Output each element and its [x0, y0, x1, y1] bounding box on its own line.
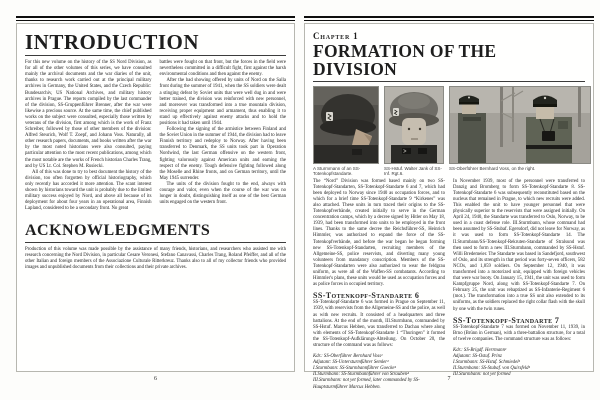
- chapter-paragraph: In November 1939, most of the personnel were transferred to Danzig and Bromberg to form SS-Totenkopf-Standarte 8. SS-Totenkopf-Standarte 6 was subsequently reconstituted based on the nucleus that remained in Prague, to which new recruits were added. This enabled the unit to have younger personnel that were physically superior to the reservists that were assigned initially. On April 24, 1940, the Standarte was transferred to Oslo, Norway, to be used in a coast defense role. III.Sturmbann, whose command had been assumed by SS-Stubaf. Egersdorf, did not leave for Norway, as it was used to form SS-Totenkopf-Standarte 14. The II.Sturmbann/SS-Totenkopf-Rekruten-Standarte of Stralsund was then used to form a new III.Sturmbann, commanded by SS-Hstuf. Willi Bredemeier. The Standarte was based in Sandefjord, southwest of Oslo, and its strength in that period was forty-seven officers, 582 NCOs, and 1,859 soldiers. On September 12, 1940, it was transformed into a motorized unit, equipped with foreign vehicles that were war booty. On January 15, 1941, the unit was used to form Kampfgruppe Nord, along with SS-Totenkopf-Standarte 7. On February 25, the unit was rebaptized as SS-Infanterie-Regiment 6 (mot.). The transformation into a true SS unit also extended to its uniforms, as the soldiers replaced the right collar flash with the skull by one with the twin runes.: [453, 178, 585, 312]
- intro-column-1: [25, 60, 152, 212]
- intro-title: INTRODUCTION: [25, 30, 200, 54]
- top-rule: [304, 16, 594, 21]
- standarte7-roster: [453, 348, 585, 378]
- photo-jank-portrait-image: [385, 87, 443, 163]
- left-page-number: 6: [154, 376, 157, 382]
- intro-paragraph: Following the signing of the armistice between Finland and the Soviet Union in the summer of 1944, the division had to leave Finnish territory and redeploy to Norway. After having been transferred to Denmark, the SS units took part in Operation Nordwind, the last German offensive on the western front, fighting valorously against American units and earning the respect of the enemy. Tough defensive fighting followed along the Moselle and Rhine fronts, and on German territory, until the May 1945 surrender.: [159, 127, 286, 181]
- photo-sturmmann-helmet: [313, 86, 379, 164]
- chapter-column-1: [313, 179, 445, 391]
- photo-caption: SS-Oberführer Bernhard Voss, on the right.: [449, 165, 536, 171]
- left-page-body: [16, 23, 295, 372]
- acknowledgments-title: ACKNOWLEDGMENTS: [25, 222, 211, 240]
- roster-entry: III.Sturmbann: not yet formed, later commanded by SS-Hauptsturmführer Marcus Hebben.: [313, 378, 420, 390]
- chapter-paragraph: SS-Totenkopf-Standarte 7 was formed on November 11, 1939, in Brno (Brünn in German), with a three-battalion structure, for a total of twelve companies. The command structure was as follows:: [453, 324, 585, 342]
- photo-caption: A Sturmmann of an SS-Totenkopfstandarte.: [313, 165, 361, 177]
- standarte6-heading: SS-Totenkopf-Standarte 6: [313, 291, 420, 301]
- intro-paragraph: battles were fought on that front, but the forces in the field were nevertheless committed in a difficult fight, first against the harsh environmental conditions and then against the enemy.: [159, 60, 286, 78]
- intro-paragraph: All of this was done to try to best document the history of the division, too often forgotten by official historiography, which only recently has accorded it more attention. The scant interest shown by historians toward the unit is probably due to the limited military success enjoyed by Nord, and above all because of its deployment for about four years in an operational area, Finnish Lapland, considered to be a secondary front. No great: [25, 169, 152, 212]
- photo-caption: SS-Hstuf. Walter Jank of SS-Inf. Rgt.6.: [384, 165, 442, 177]
- photo-voss-field: [449, 86, 591, 164]
- photo-cell-voss: [449, 86, 591, 177]
- intro-paragraph: After the bad showing offered by units of Nord on the Salla front during the summer of 1941, when the SS soldiers were dealt a stinging defeat by Soviet units that were well dug in and were better trained, the division was reinforced with new personnel, and moreover was transformed into a true mountain division, receiving proper equipment and armament, thus enabling it to stand up effectively against enemy attacks and to hold the positions it had taken until 1944.: [159, 78, 286, 126]
- photo-cell-jank: [384, 86, 444, 177]
- photo-jank-portrait: [384, 86, 444, 164]
- intro-paragraph: The units of the division fought to the end, always with courage and valor, even when the course of the war was no longer in doubt, distinguishing itself as one of the best German units engaged on the western front.: [159, 181, 286, 206]
- standarte6-roster: [313, 354, 445, 391]
- chapter-label: Chapter 1: [313, 31, 359, 41]
- roster-entry: II.Sturmbann: SS-Sturmbannführer von Strauben⁴: [313, 372, 409, 378]
- roster-entry: Adjutant: SS-Untersturmführer Semler²: [313, 360, 389, 366]
- photo-sturmmann-helmet-image: [314, 87, 378, 163]
- acknowledgments-body: [25, 247, 286, 271]
- intro-title-rule: [25, 55, 286, 56]
- photo-strip: [313, 86, 585, 177]
- chapter-columns: [313, 179, 585, 391]
- acknowledgments-title-rule: [25, 242, 286, 243]
- photo-voss-field-image: [450, 87, 590, 163]
- roster-entry: III.Sturmbann: not yet formed: [453, 372, 511, 378]
- chapter-title: FORMATION OF THE DIVISION: [313, 41, 497, 80]
- roster-entry: II.Sturmbann: SS-Stubaf. von Quirsfeld³: [453, 366, 530, 372]
- intro-column-2: [160, 60, 287, 212]
- right-page-number: 7: [447, 376, 451, 382]
- roster-entry: I.Sturmbann: SS-Hstuf. Schmiedel²: [453, 360, 520, 366]
- chapter-paragraph: The “Nord” Division was formed based mainly on two SS-Totenkopf-Standarten, SS-Totenkopf-Standarte 6 and 7, which had been deployed to Norway since 1940 as occupation forces, and to which for a brief time SS-Totenkopf-Standarte 9 “Kirkenes” was also attached. These units in turn traced their origins to the SS-Totenkopfverbände, created initially to serve in the German concentration camps, which by a decree signed by Hitler on May 18, 1939, had been transformed into units to be employed in the front lines. Thanks to the same decree the Reichsführer-SS, Heinrich Himmler, was authorized to expand the force of the SS-Totenkopfverbände, and before the war began he began forming new SS-Totenkopf-Standarten, recruiting members of the Allgemeine-SS, police reservists, and diverting many young volunteers from mandatory conscription. Members of the SS-Totenkopf-Standarten were also authorized to wear the feldgrau uniform, as were all of the Waffen-SS combatants. According to Himmler's plans, these units would be used as occupation forces and as police forces in occupied territory.: [313, 178, 446, 288]
- photo-cell-sturmmann: [313, 86, 379, 177]
- standarte7-heading: SS-Totenkopf-Standarte 7: [453, 315, 560, 325]
- left-page: [16, 16, 295, 382]
- roster-entry: Kdr.: SS-Brigdf. Herrmann¹: [453, 348, 507, 353]
- intro-columns: [25, 60, 286, 212]
- roster-entry: I.Sturmbann: SS-Sturmbannführer Goecke³: [313, 366, 396, 372]
- right-page: [304, 16, 594, 390]
- acknowledgments-paragraph: Production of this volume was made possible by the assistance of many friends, historians, and researchers who assisted me with research concerning the Nord Division, in particular Cesare Veronesi, Stefano Canavassi, Charles Trang, Roland Pfeiffer, and all of the other Italian and foreign members of the Associazione Culturale Ritterkreuz. Thanks also to all of my collector friends who provided images and unpublished documents from their collections and their private archives.: [25, 247, 286, 271]
- roster-entry: Adjutant: SS-Ostuf. Prinz: [453, 354, 502, 360]
- chapter-column-2: [453, 179, 585, 391]
- right-page-body: [304, 23, 594, 390]
- roster-entry: Kdr.: SS-Oberführer Bernhard Voss¹: [313, 354, 383, 360]
- chapter-title-rule: [313, 81, 585, 82]
- chapter-paragraph: SS-Totenkopf-Standarte 6 was formed in Prague on September 11, 1939, with reservists from the Allgemeine-SS and the police, as well as with new recruits. It consisted of a headquarters and three battalions. At the end of the month, III.Sturmbann, commanded by SS-Hstuf. Marcus Hebben, was transferred to Dachau where along with elements of SS-Totenkopf-Standarte 1 “Thuringen” it formed the SS-Totenkopf-Aufklärungs-Abteilung. On October 20, the structure of the command was as follows:: [313, 300, 445, 348]
- top-rule: [16, 16, 295, 21]
- intro-paragraph: For this new volume on the history of the SS Nord Division, as for all of the other volumes of this series, we have consulted mainly the archival documents and the war diaries of the unit, thanks to research work carried out at the principal military archives in Germany, the United States, and the Czech Republic: Bundesarchiv, US National Archives, and military history archives in Prague. The reports compiled by the last commander of the division, SS-Gruppenführer Brenner, after the war were likewise a precious source. At the same time, the chief published works on the subject were consulted, especially those written by veterans of the division, first among which is the work of Franz Schreiber, followed by those of other members of the division: Alfred Steurich, Wolf T. Zoepf, and Johann Voss. Naturally, all other research papers, documents, and books written after the war by the most noted historians were also consulted, paying particular attention to the most recent publications, among which the most notable are the works of French historian Charles Trang, and by US Lt. Col. Stephen M. Rusiecki.: [25, 60, 152, 169]
